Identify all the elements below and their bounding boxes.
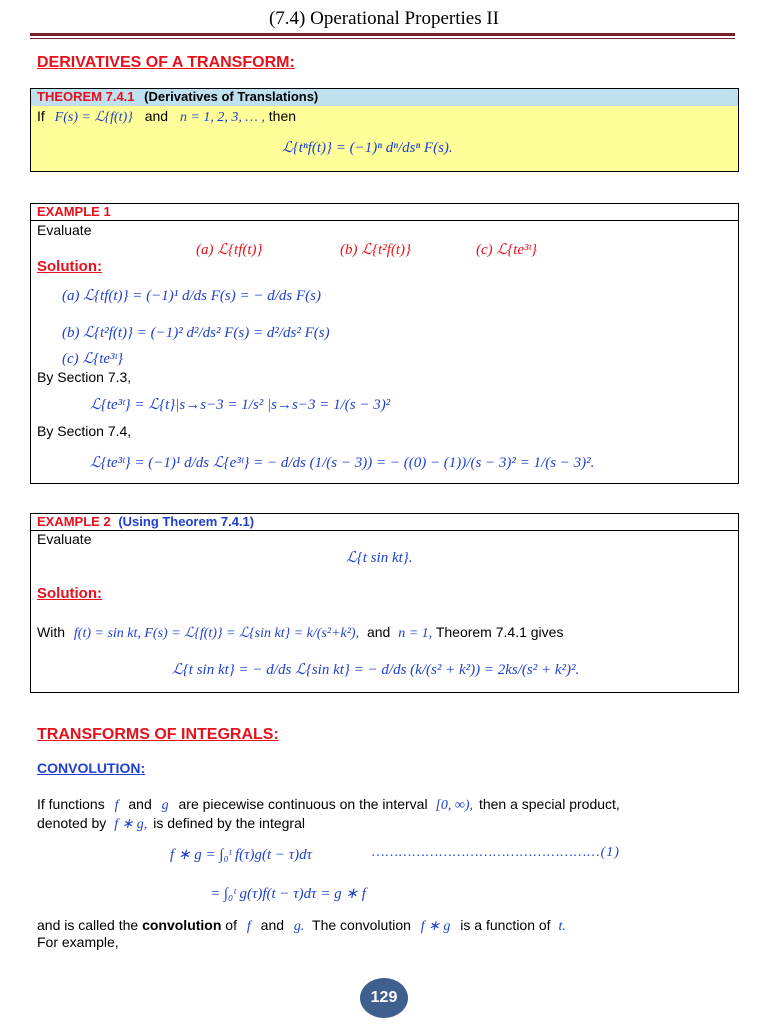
example1-header-divider [30,220,739,221]
example1-line-c: (c) ℒ{te³ᵗ} [62,351,124,367]
section-title-integrals: TRANSFORMS OF INTEGRALS: [37,726,279,743]
theorem-name: (Derivatives of Translations) [144,89,319,104]
header-rule-thick [30,33,735,36]
convolution-eq1: f ∗ g = ∫₀ᵗ f(τ)g(t − τ)dτ [170,847,312,863]
conv-p3-fg: f ∗ g [420,919,451,934]
example1-part-c: (c) ℒ{te³ᵗ} [476,242,538,258]
conv-p3-text-b: The convolution [312,917,411,933]
conv-p2-fg: f ∗ g, [114,817,148,832]
example2-label: EXAMPLE 2 [37,514,111,529]
section-title-derivatives: DERIVATIVES OF A TRANSFORM: [37,54,295,71]
example1-solution-label: Solution: [37,258,102,275]
conv-p3-f: f [246,919,251,934]
conv-p1-f: f [114,798,119,813]
page-number-badge: 129 [360,978,408,1018]
example1-by-section-74: By Section 7.4, [37,423,132,439]
conv-p1-text-c: then a special product, [478,796,620,812]
conv-p1-g: g [161,798,169,813]
conv-p3-text-a: and is called the [37,917,139,933]
example1-evaluate: Evaluate [37,222,92,238]
conv-p3-t: t. [558,919,566,934]
convolution-eq1-dots: ……………………………………………(1) [372,845,620,860]
example2-gives: Theorem 7.4.1 gives [435,624,564,640]
conv-p2-text-b: is defined by the integral [153,815,305,831]
example2-subtitle: (Using Theorem 7.4.1) [118,514,255,529]
convolution-para-line2 [37,815,305,833]
example2-and: and [366,624,391,640]
example1-part-a: (a) ℒ{tf(t)} [196,242,263,258]
example1-eq73: ℒ{te³ᵗ} = ℒ{t}|s→s−3 = 1/s² |s→s−3 = 1/(s − 3)² [90,397,391,413]
example1-line-b: (b) ℒ{t²f(t)} = (−1)² d²/ds² F(s) = d²/ds² F(s) [62,325,330,341]
example2-with-expr: f(t) = sin kt, F(s) = ℒ{f(t)} = ℒ{sin kt} = k/(s²+k²), [73,626,360,641]
theorem-header [37,89,318,104]
example2-with: With [37,624,65,640]
header-rule-thin [30,38,735,39]
conv-p1-text-b: are piecewise continuous on the interval [178,796,428,812]
convolution-title: CONVOLUTION: [37,760,146,776]
example1-label: EXAMPLE 1 [37,204,111,219]
example1-eq74: ℒ{te³ᵗ} = (−1)¹ d/ds ℒ{e³ᵗ} = − d/ds (1/(s − 3)) = − ((0) − (1))/(s − 3)² = 1/(s − 3)². [90,455,595,471]
conv-p3-g: g. [293,919,305,934]
theorem-cond1: F(s) = ℒ{f(t)} [54,110,133,125]
theorem-then: then [268,108,297,124]
example1-part-b: (b) ℒ{t²f(t)} [340,242,412,258]
page-header-title: (7.4) Operational Properties II [268,8,500,29]
conv-p1-text-a: If functions [37,796,105,812]
conv-p3-of: of [225,917,237,933]
theorem-cond2: n = 1, 2, 3, … , [179,110,265,125]
example2-n-expr: n = 1, [398,626,433,641]
theorem-label: THEOREM 7.4.1 [37,89,135,104]
example1-line-a: (a) ℒ{tf(t)} = (−1)¹ d/ds F(s) = − d/ds F(s) [62,288,321,304]
convolution-para-line4: For example, [37,934,119,950]
theorem-condition-line [37,108,296,126]
example2-header [37,514,254,529]
example2-target: ℒ{t sin kt}. [346,550,413,566]
conv-p3-and: and [260,917,285,933]
theorem-and: and [144,108,169,124]
example1-by-section-73: By Section 7.3, [37,369,132,385]
conv-p1-and: and [128,796,152,812]
convolution-para-line1 [37,796,620,814]
conv-p3-text-c: is a function of [460,917,551,933]
theorem-if: If [37,108,45,124]
example2-solution-label: Solution: [37,585,102,602]
conv-p3-bold: convolution [142,917,222,933]
conv-p1-interval: [0, ∞), [435,798,474,813]
example2-with-line [37,624,563,642]
example2-evaluate: Evaluate [37,531,92,547]
convolution-para-line3 [37,917,566,935]
conv-p2-text-a: denoted by [37,815,107,831]
example2-header-divider [30,530,739,531]
convolution-eq2: = ∫₀ᵗ g(τ)f(t − τ)dτ = g ∗ f [210,886,366,902]
example2-result: ℒ{t sin kt} = − d/ds ℒ{sin kt} = − d/ds (k/(s² + k²)) = 2ks/(s² + k²)². [172,662,580,678]
theorem-formula: ℒ{tⁿf(t)} = (−1)ⁿ dⁿ/dsⁿ F(s). [282,140,453,156]
